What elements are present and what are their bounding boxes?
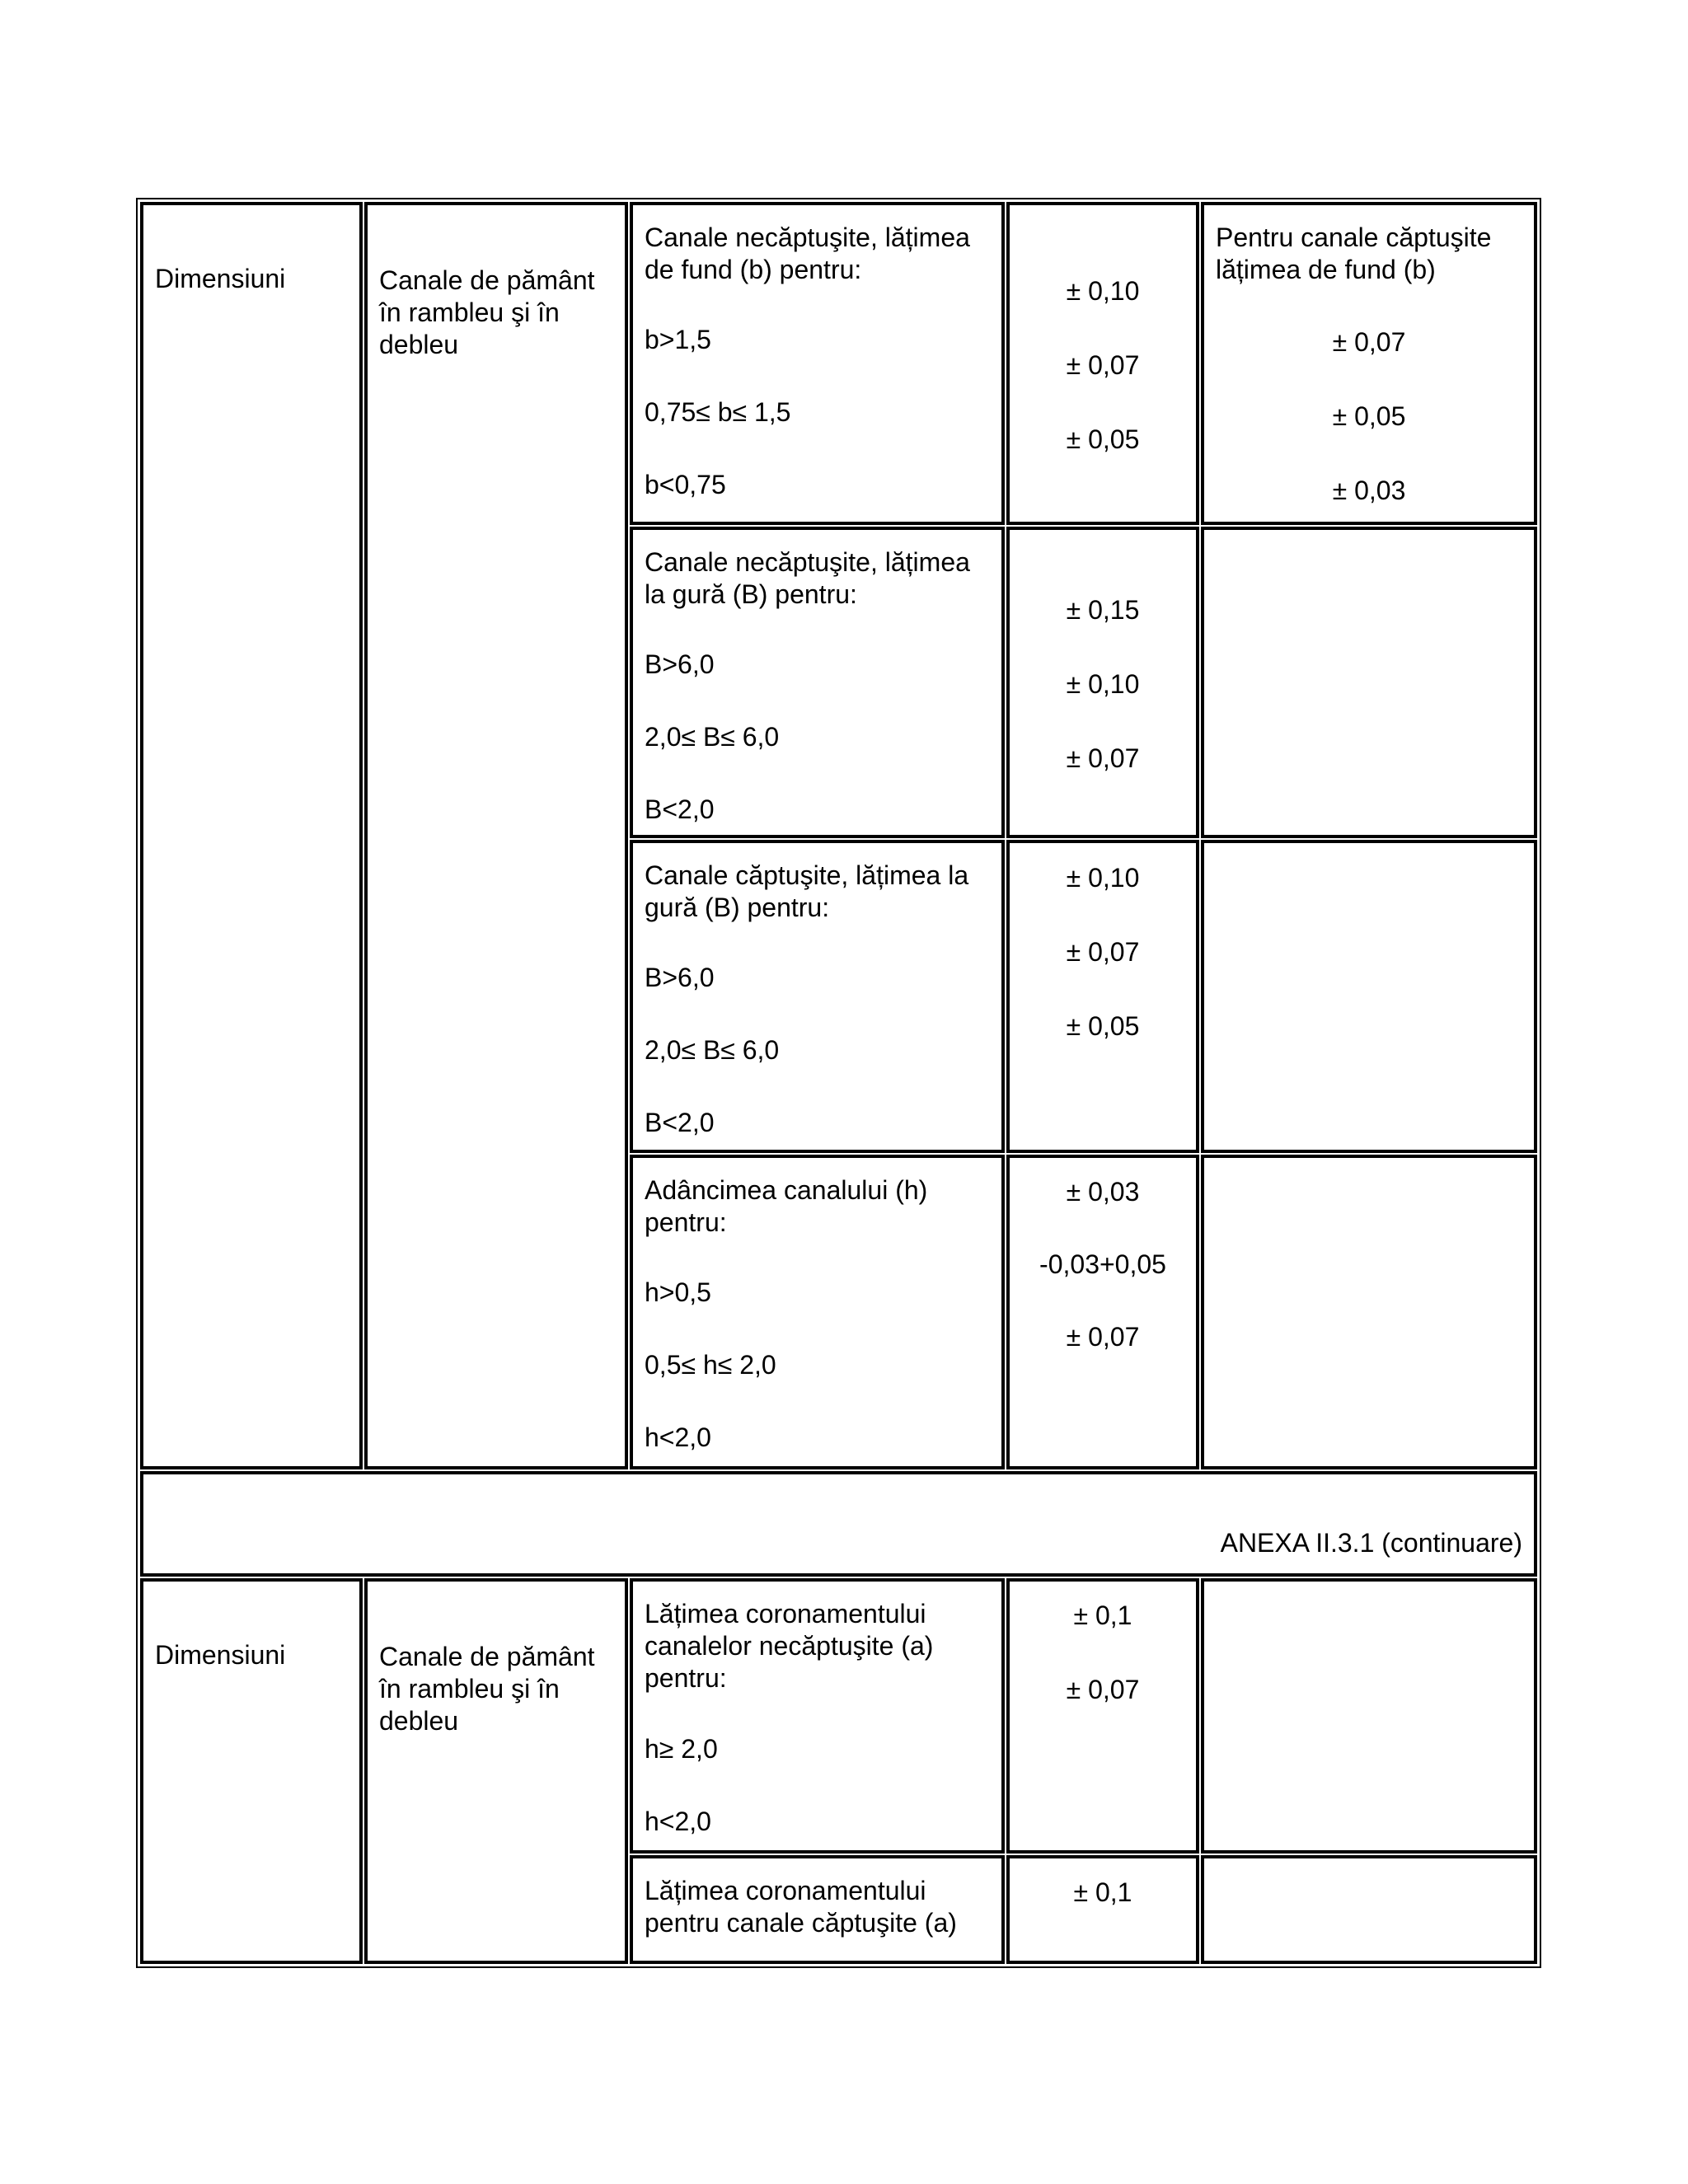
criterion-cell — [630, 840, 1005, 1153]
tolerance-value: ± 0,10 — [1066, 863, 1140, 893]
tolerance-value: ± 0,05 — [1066, 1011, 1140, 1041]
criterion-heading: Adâncimea canalului (h) pentru: — [645, 1175, 928, 1237]
notes-value: ± 0,05 — [1332, 401, 1406, 431]
criterion-cell — [630, 202, 1005, 525]
tolerance-value: ± 0,07 — [1066, 350, 1140, 380]
tolerance-value: ± 0,05 — [1066, 424, 1140, 454]
condition-text: h<2,0 — [645, 1807, 711, 1836]
type-text: Canale de pământ în rambleu şi în debleu — [379, 265, 595, 359]
criterion-cell — [630, 1578, 1005, 1854]
criterion-heading: Canale căptuşite, lățimea la gură (B) pentru: — [645, 860, 969, 922]
criterion-heading: Lățimea coronamentului canalelor necăptuşite (a) pentru: — [645, 1599, 934, 1693]
condition-text: h<2,0 — [645, 1422, 711, 1452]
type-cell-2 — [364, 1578, 628, 1964]
tolerance-value: -0,03+0,05 — [1039, 1249, 1166, 1279]
tolerance-cell — [1006, 202, 1199, 525]
condition-text: 2,0≤ B≤ 6,0 — [645, 1035, 780, 1065]
condition-text: b>1,5 — [645, 325, 711, 354]
tolerance-value: ± 0,07 — [1066, 743, 1140, 773]
type-cell-1 — [364, 202, 628, 1469]
tolerance-value: ± 0,1 — [1073, 1601, 1132, 1630]
condition-text: 0,5≤ h≤ 2,0 — [645, 1350, 776, 1380]
condition-text: B<2,0 — [645, 1108, 715, 1137]
condition-text: h≥ 2,0 — [645, 1734, 718, 1764]
notes-cell — [1201, 840, 1537, 1153]
tolerance-cell — [1006, 527, 1199, 838]
tolerance-value: ± 0,10 — [1066, 669, 1140, 699]
notes-value: ± 0,03 — [1332, 476, 1406, 505]
condition-text: b<0,75 — [645, 470, 726, 499]
tolerance-value: ± 0,07 — [1066, 1675, 1140, 1704]
category-text: Dimensiuni — [155, 1640, 286, 1670]
category-cell-2 — [140, 1578, 363, 1964]
tolerance-value: ± 0,07 — [1066, 1322, 1140, 1352]
tolerance-value: ± 0,10 — [1066, 276, 1140, 306]
notes-cell — [1201, 202, 1537, 525]
notes-value: ± 0,07 — [1332, 327, 1406, 357]
condition-text: B<2,0 — [645, 794, 715, 824]
notes-cell — [1201, 527, 1537, 838]
condition-text: h>0,5 — [645, 1277, 711, 1307]
notes-cell — [1201, 1578, 1537, 1854]
tolerance-cell — [1006, 1855, 1199, 1964]
condition-text: 0,75≤ b≤ 1,5 — [645, 397, 791, 427]
condition-text: B>6,0 — [645, 649, 715, 679]
criterion-cell — [630, 527, 1005, 838]
tolerance-cell — [1006, 1155, 1199, 1469]
tolerance-cell — [1006, 840, 1199, 1153]
tolerance-value: ± 0,1 — [1073, 1877, 1132, 1907]
notes-cell — [1201, 1155, 1537, 1469]
category-cell-1 — [140, 202, 363, 1469]
criterion-cell — [630, 1855, 1005, 1964]
type-text: Canale de pământ în rambleu şi în debleu — [379, 1642, 595, 1736]
notes-heading: Pentru canale căptuşite lățimea de fund (b) — [1216, 223, 1492, 284]
criterion-heading: Canale necăptuşite, lățimea de fund (b) pentru: — [645, 223, 970, 284]
criterion-heading: Canale necăptuşite, lățimea la gură (B) pentru: — [645, 547, 970, 609]
continuation-row — [140, 1471, 1537, 1577]
tolerance-value: ± 0,07 — [1066, 937, 1140, 967]
notes-cell — [1201, 1855, 1537, 1964]
continuation-label: ANEXA II.3.1 (continuare) — [1220, 1528, 1522, 1558]
tolerance-value: ± 0,03 — [1066, 1177, 1140, 1207]
condition-text: 2,0≤ B≤ 6,0 — [645, 722, 780, 752]
criterion-cell — [630, 1155, 1005, 1469]
tolerance-cell — [1006, 1578, 1199, 1854]
criterion-heading: Lățimea coronamentului pentru canale căptuşite (a) — [645, 1876, 957, 1938]
tolerance-value: ± 0,15 — [1066, 595, 1140, 625]
condition-text: B>6,0 — [645, 963, 715, 992]
category-text: Dimensiuni — [155, 264, 286, 293]
